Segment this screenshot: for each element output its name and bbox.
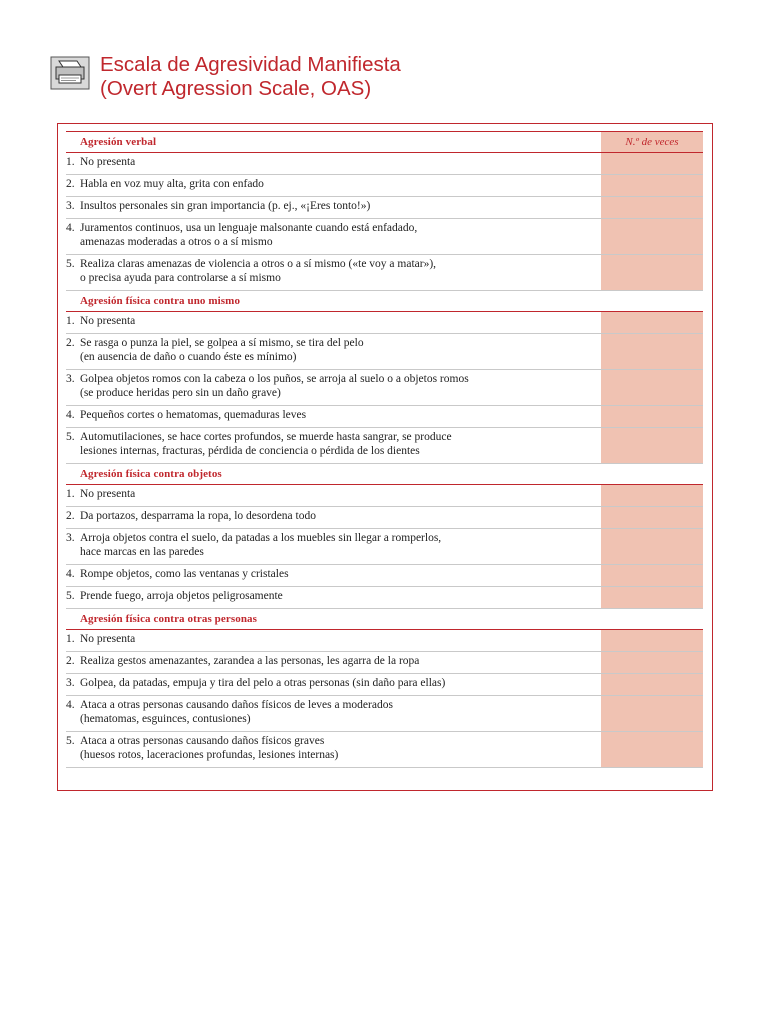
item-number: 3. [66,532,75,544]
item-text: Golpea objetos romos con la cabeza o los puños, se arroja al suelo o a objetos romos (se produce heridas pero sin un daño grave) [80,373,469,399]
item-content [66,178,591,192]
item-text: No presenta [80,488,136,500]
section-header [66,131,703,153]
table-row [66,652,703,674]
table-row [66,370,703,406]
item-content [66,337,591,364]
count-cell[interactable] [601,370,703,405]
table-row [66,696,703,732]
table-row [66,153,703,175]
table-row [66,406,703,428]
count-cell[interactable] [601,175,703,196]
item-number: 2. [66,178,75,190]
count-cell[interactable] [601,255,703,290]
count-cell[interactable] [601,565,703,586]
item-content [66,373,591,400]
table-row [66,674,703,696]
item-number: 5. [66,735,75,747]
table-row [66,312,703,334]
table-row [66,732,703,768]
count-cell[interactable] [601,428,703,463]
count-cell[interactable] [601,334,703,369]
item-number: 2. [66,510,75,522]
count-cell[interactable] [601,219,703,254]
count-cell[interactable] [601,529,703,564]
item-text: Prende fuego, arroja objetos peligrosamente [80,590,283,602]
item-number: 2. [66,655,75,667]
item-content [66,699,591,726]
item-text: Realiza gestos amenazantes, zarandea a las personas, les agarra de la ropa [80,655,420,667]
count-cell[interactable] [601,485,703,506]
printer-icon[interactable] [50,56,90,90]
item-text: No presenta [80,315,136,327]
count-cell[interactable] [601,197,703,218]
item-content [66,677,591,691]
count-cell[interactable] [601,732,703,767]
section-title: Agresión física contra objetos [80,468,222,480]
item-text: Ataca a otras personas causando daños físicos de leves a moderados (hematomas, esguinces, contusiones) [80,699,393,725]
item-text: Ataca a otras personas causando daños físicos graves (huesos rotos, laceraciones profundas, lesiones internas) [80,735,339,761]
item-text: Da portazos, desparrama la ropa, lo desordena todo [80,510,316,522]
item-number: 1. [66,315,75,327]
item-number: 1. [66,156,75,168]
item-number: 4. [66,409,75,421]
count-column-header: N.º de veces [625,136,679,148]
page-title [100,53,401,101]
item-content [66,568,591,582]
table-row [66,219,703,255]
item-content [66,156,591,170]
item-number: 2. [66,337,75,349]
count-cell[interactable] [601,674,703,695]
oas-table [66,131,703,768]
count-cell[interactable] [601,630,703,651]
item-text: Se rasga o punza la piel, se golpea a sí mismo, se tira del pelo (en ausencia de daño o cuando éste es mínimo) [80,337,364,363]
count-cell[interactable] [601,153,703,174]
table-row [66,507,703,529]
item-text: Habla en voz muy alta, grita con enfado [80,178,264,190]
item-content [66,510,591,524]
item-number: 4. [66,568,75,580]
item-number: 1. [66,633,75,645]
section-header [66,609,703,630]
item-text: Insultos personales sin gran importancia (p. ej., «¡Eres tonto!») [80,200,371,212]
item-number: 5. [66,431,75,443]
item-content [66,488,591,502]
table-row [66,197,703,219]
item-content [66,315,591,329]
item-content [66,532,591,559]
table-row [66,587,703,609]
item-content [66,735,591,762]
item-text: No presenta [80,633,136,645]
item-text: Juramentos continuos, usa un lenguaje malsonante cuando está enfadado, amenazas moderadas a otros o a sí mismo [80,222,418,248]
table-row [66,428,703,464]
count-cell[interactable] [601,696,703,731]
count-cell[interactable] [601,406,703,427]
title-line-1: Escala de Agresividad Manifiesta [100,53,401,76]
section-title: Agresión física contra otras personas [80,613,258,625]
item-text: Rompe objetos, como las ventanas y cristales [80,568,289,580]
item-text: Golpea, da patadas, empuja y tira del pelo a otras personas (sin daño para ellas) [80,677,446,689]
item-number: 4. [66,222,75,234]
item-content [66,655,591,669]
table-row [66,529,703,565]
section-header [66,464,703,485]
item-number: 1. [66,488,75,500]
item-content [66,200,591,214]
item-number: 3. [66,373,75,385]
count-cell[interactable] [601,312,703,333]
item-content [66,258,591,285]
item-content [66,431,591,458]
item-text: No presenta [80,156,136,168]
table-row [66,565,703,587]
table-row [66,255,703,291]
table-row [66,485,703,507]
item-text: Automutilaciones, se hace cortes profundos, se muerde hasta sangrar, se produce lesiones internas, fracturas, pérdida de conciencia o pérdida de los dientes [80,431,452,457]
count-cell[interactable] [601,652,703,673]
item-content [66,590,591,604]
section-title: Agresión verbal [80,136,157,148]
section-title: Agresión física contra uno mismo [80,295,241,307]
item-text: Pequeños cortes o hematomas, quemaduras leves [80,409,307,421]
title-line-2: (Overt Agression Scale, OAS) [100,77,372,100]
item-content [66,409,591,423]
item-number: 4. [66,699,75,711]
item-number: 5. [66,258,75,270]
item-number: 3. [66,677,75,689]
section-header [66,291,703,312]
item-text: Realiza claras amenazas de violencia a otros o a sí mismo («te voy a matar»), o precisa ayuda para controlarse a sí mismo [80,258,437,284]
item-content [66,222,591,249]
count-cell[interactable] [601,507,703,528]
table-row [66,630,703,652]
count-cell[interactable] [601,587,703,608]
item-number: 3. [66,200,75,212]
item-text: Arroja objetos contra el suelo, da patadas a los muebles sin llegar a romperlos, hace marcas en las paredes [80,532,442,558]
table-row [66,175,703,197]
item-content [66,633,591,647]
item-number: 5. [66,590,75,602]
table-row [66,334,703,370]
